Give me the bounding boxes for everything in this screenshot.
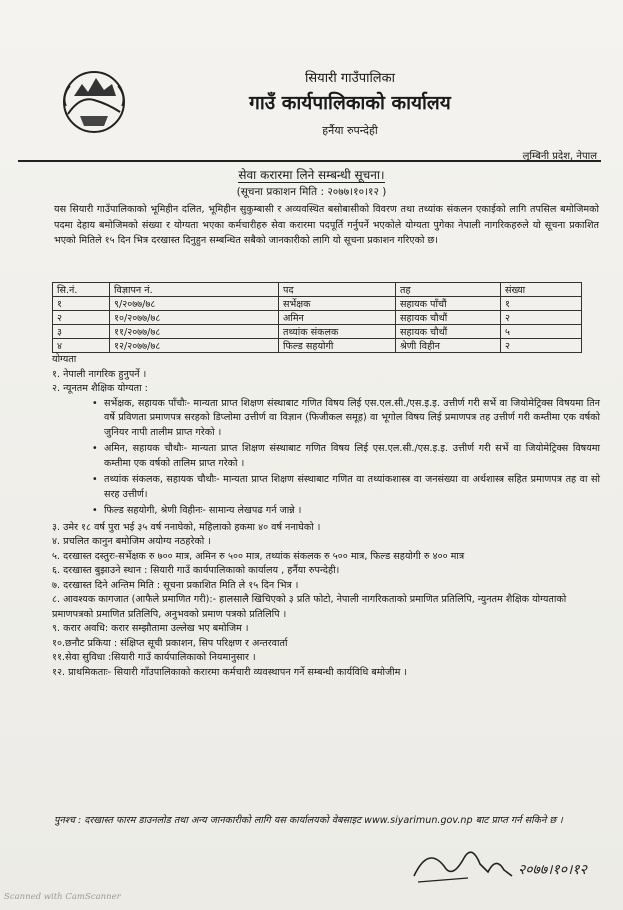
scanner-watermark: Scanned with CamScanner: [4, 892, 121, 902]
list-item: ८. आवश्यक कागजात (आफैले प्रमाणित गरी):- हालसालै खिचिएको ३ प्रति फोटो, नेपाली नागरिकताको प्रमाणित प्रतिलिपि, न्युनतम शैक्षिक योग्यताको प्रमाणपत्रको प्रमाणित प्रतिलिपि, अनुभवको प्रमाण पत्रको प्रतिलिपि ।: [52, 594, 567, 620]
column-header: विज्ञापन नं.: [110, 283, 279, 297]
list-item: १२. प्राथमिकताः- सियारी गाँउपालिकाको करारमा कर्मचारी व्यवस्थापन गर्ने सम्बन्धी कार्यविधि बमोजीम ।: [52, 666, 408, 678]
list-item: ११.सेवा सुविधा :सियारी गाउँ कार्यपालिकाको नियमानुसार ।: [52, 652, 256, 663]
province-label: लुम्बिनी प्रदेश, नेपाल: [522, 151, 597, 162]
qualification-bullet: • फिल्ड सहयोगी, श्रेणी विहीनः- सामान्य लेखपढ गर्न जान्ने ।: [92, 504, 600, 519]
table-cell: सहायक पाँचौं: [396, 297, 501, 311]
list-item: ९. करार अवधि: करार सम्झौतामा उल्लेख भए बमोजिम ।: [52, 623, 249, 634]
table-row: [53, 297, 582, 311]
list-item: ६. दरखास्त बुझाउने स्थान : सियारी गाउँ कार्यपालिकाको कार्यालय , हर्नैया रुपन्देही।: [52, 565, 340, 576]
table-cell: १: [501, 297, 582, 311]
table-cell: २: [501, 311, 582, 325]
column-header: तह: [396, 283, 501, 297]
table-cell: फिल्ड सहयोगी: [279, 339, 396, 353]
office-header: [150, 68, 550, 138]
list-item: ३. उमेर १८ वर्ष पुरा भई ३५ वर्ष ननाघेको, महिलाको हकमा ४० वर्ष ननाघेको ।: [52, 521, 321, 533]
column-header: सि.नं.: [53, 283, 110, 297]
list-item: २. न्यूनतम शैक्षिक योग्यता :: [52, 383, 148, 394]
notice-intro: यस सियारी गाउँपालिकाको भूमिहीन दलित, भूमिहीन सुकुम्बासी र अव्यवस्थित बसोबासीको विवरण तथा तथ्यांक संकलन एकाईको लागि तपसिल बमोजिमको पदमा देहाय बमोजिमको संख्या र योग्यता भएका कर्मचारीहरु सेवा करारमा पदपूर्ति गर्नुपर्ने भएकोले योग्यता पुगेका नेपाली नागरिकहरुले यो सूचना प्रकाशित भएको मितिले १५ दिन भित्र दरखास्त दिनुहुन सम्बन्धित सबैको जानकारीको लागि यो सूचना प्रकाशन गरिएको छ।: [54, 204, 599, 246]
office-name: गाउँ कार्यपालिकाको कार्यालय: [249, 92, 451, 114]
table-cell: तथ्यांक संकलक: [279, 325, 396, 339]
list-item: ५. दरखास्त दस्तुरः-सर्भेक्षक रु ७०० मात्र, अमिन रु ५०० मात्र, तथ्यांक संकलक रु ५०० मात्र, फिल्ड सहयोगी रु ४०० मात्र: [52, 550, 465, 562]
signature-icon: [408, 836, 608, 896]
table-cell: ३: [53, 325, 110, 339]
table-cell: सर्भेक्षक: [279, 297, 396, 311]
positions-table: [52, 282, 582, 353]
qualification-bullet: • तथ्यांक संकलक, सहायक चौथौः- मान्यता प्राप्त शिक्षण संस्थाबाट गणित वा तथ्यांकशास्त्र वा जनसंख्या वा अर्थशास्त्र सहित प्रमाणपत्र तह वा सो सरह उत्तीर्ण।: [92, 473, 600, 502]
municipality-name: सियारी गाउँपालिका: [305, 71, 395, 86]
table-cell: श्रेणी विहीन: [396, 339, 501, 353]
table-row: [53, 325, 582, 339]
signature-date: २०७७।१०।१२: [518, 862, 587, 878]
table-cell: ४: [53, 339, 110, 353]
table-header-row: [53, 283, 582, 297]
table-cell: २: [53, 311, 110, 325]
table-cell: २: [501, 339, 582, 353]
qualifications-heading: योग्यता: [52, 354, 77, 365]
column-header: पद: [279, 283, 396, 297]
list-item: ४. प्रचलित कानुन बमोजिम अयोग्य नठहरेको ।: [52, 536, 211, 547]
qualifications-section: [52, 353, 600, 680]
table-cell: १०/२०७७/७८: [110, 311, 279, 325]
table-cell: अमिन: [279, 311, 396, 325]
table-cell: १: [53, 297, 110, 311]
qualification-bullet: • सर्भेक्षक, सहायक पाँचौः- मान्यता प्राप्त शिक्षण संस्थाबाट गणित विषय लिई एस.एल.सी./एस.इ.इ. उत्तीर्ण गरी सर्भे वा जियोमेट्रिक्स विषयमा तिन वर्षे प्रविणता प्रमाणपत्र सरहको डिप्लोमा उत्तीर्ण वा विज्ञान (फिजीकल समूह) वा भूगोल विषय लिई प्रमाणपत्र तह उत्तीर्ण गरी कम्तीमा एक वर्षको जुनियर नापी तालीम प्राप्त गरेको ।: [92, 397, 600, 441]
table-row: [53, 311, 582, 325]
nepal-emblem-icon: [60, 66, 128, 136]
table-cell: सहायक चौथौं: [396, 325, 501, 339]
office-address: हर्नैया रुपन्देही: [322, 124, 378, 137]
publication-date: (सूचना प्रकाशन मिति : २०७७।१०।१२ ): [236, 186, 387, 198]
column-header: संख्या: [501, 283, 582, 297]
header-divider: [18, 160, 601, 162]
list-item: ७. दरखास्त दिने अन्तिम मिति : सूचना प्रकाशित मिति ले १५ दिन भित्र ।: [52, 579, 299, 591]
list-item: १. नेपाली नागरिक हुनुपर्ने ।: [52, 368, 147, 380]
qualification-bullet: • अमिन, सहायक चौथौः- मान्यता प्राप्त शिक्षण संस्थाबाट गणित विषय लिई एस.एल.सी./एस.इ.इ. उत्तीर्ण गरी सर्भे वा जियोमेट्रिक्स विषयमा कम्तीमा एक वर्षको तालिम प्राप्त गरेको ।: [92, 442, 600, 471]
table-cell: ९/२०७७/७८: [110, 297, 279, 311]
table-cell: सहायक चौथौं: [396, 311, 501, 325]
table-cell: ५: [501, 325, 582, 339]
footnote: पुनश्च : दरखास्त फारम डाउनलोड तथा अन्य जानकारीको लागि यस कार्यालयको वेबसाइट www.siyarimun.gov.np बाट प्राप्त गर्न सकिने छ ।: [54, 815, 563, 826]
notice-title: सेवा करारमा लिने सम्बन्धी सूचना।: [238, 168, 385, 182]
list-item: १०.छनौट प्रकिया : संक्षिप्त सूची प्रकाशन, सिप परिक्षण र अन्तरवार्ता: [52, 637, 288, 649]
table-cell: १२/२०७७/७८: [110, 339, 279, 353]
table-cell: ११/२०७७/७८: [110, 325, 279, 339]
table-row: [53, 339, 582, 353]
